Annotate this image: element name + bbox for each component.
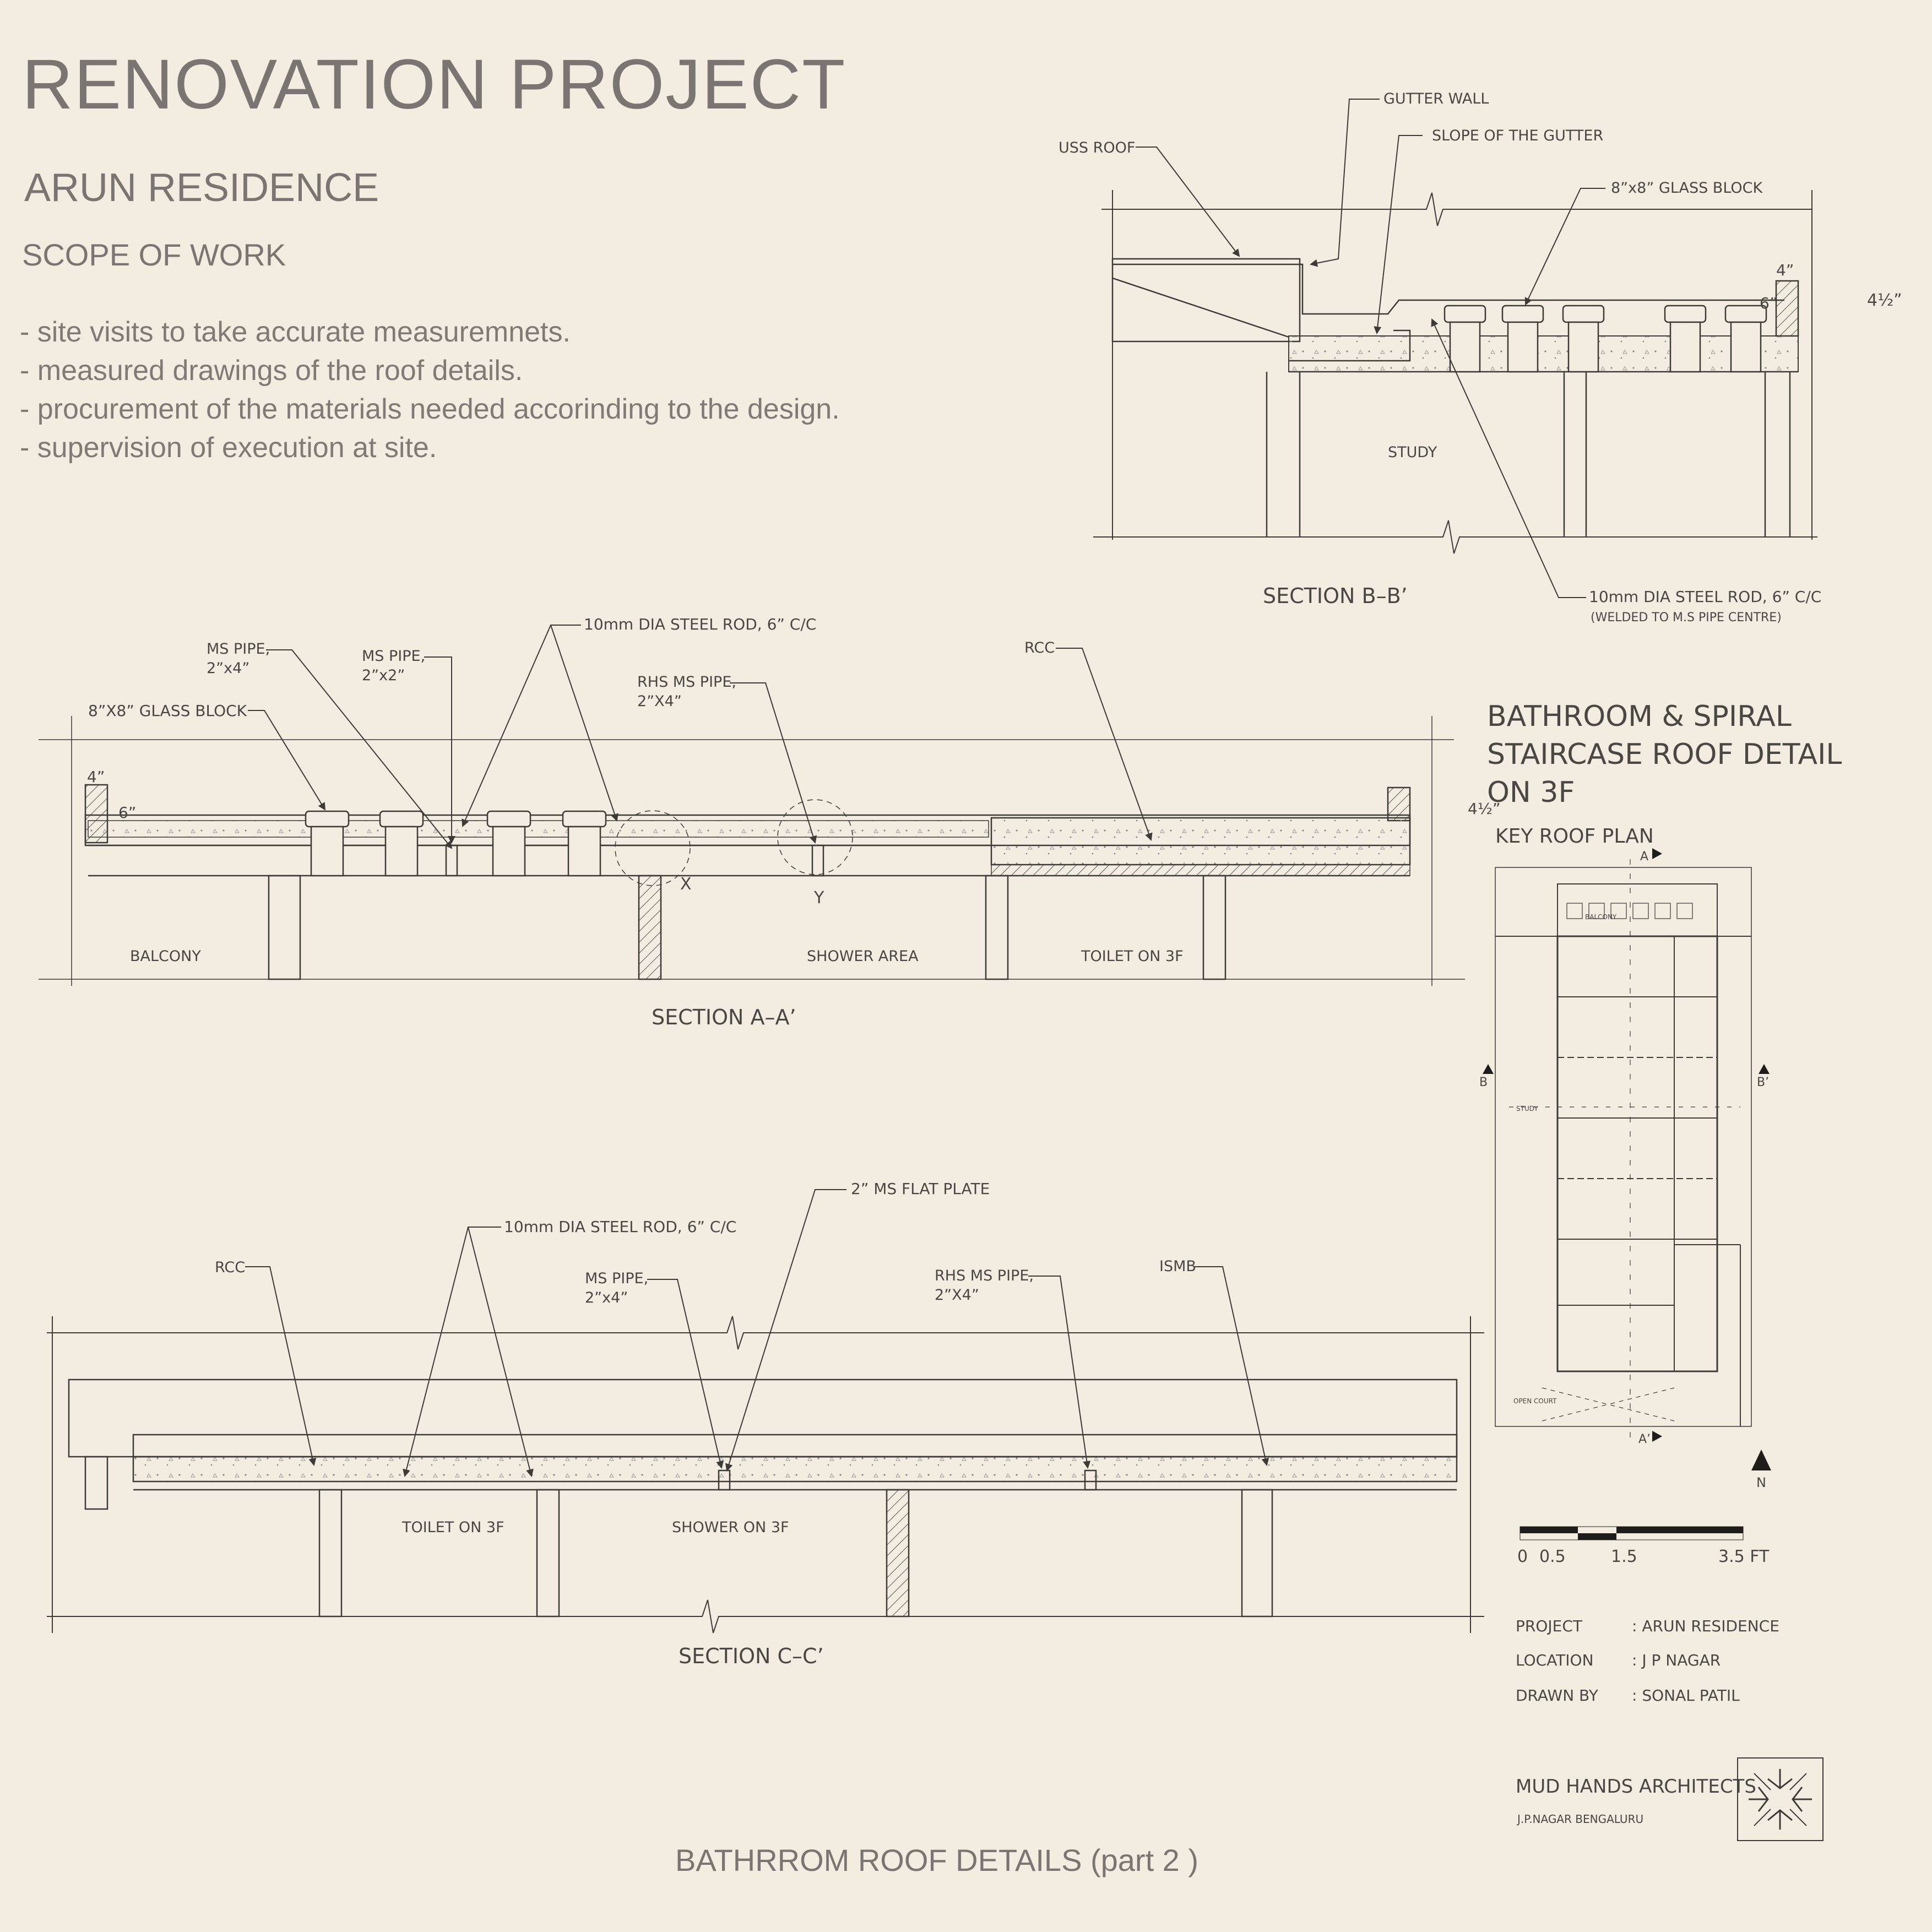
section-mark-a-prime: A’ — [1638, 1432, 1651, 1446]
plan-label-balcony: BALCONY — [1585, 913, 1617, 921]
firm-name: MUD HANDS ARCHITECTS — [1516, 1776, 1756, 1798]
firm-logo-icon — [1738, 1758, 1823, 1841]
label-room-balcony: BALCONY — [130, 948, 201, 965]
label-rcc-cc: RCC — [215, 1259, 246, 1276]
info-location-value: : J P NAGAR — [1632, 1651, 1721, 1669]
sheet-footer-title: BATHRROM ROOF DETAILS (part 2 ) — [675, 1843, 1199, 1877]
scale-tick-1-5: 1.5 — [1611, 1547, 1637, 1566]
key-plan-title: KEY ROOF PLAN — [1495, 825, 1654, 848]
label-ms-pipe-cc: MS PIPE, — [585, 1270, 649, 1287]
dim-4in-bb: 4” — [1776, 261, 1794, 279]
label-glass-block-bb: 8”x8” GLASS BLOCK — [1611, 180, 1763, 197]
section-aa-drawing — [39, 716, 1465, 986]
firm-address: J.P.NAGAR BENGALURU — [1517, 1812, 1644, 1826]
label-room-toilet-cc: TOILET ON 3F — [402, 1519, 504, 1536]
info-project-value: : ARUN RESIDENCE — [1632, 1617, 1779, 1635]
label-rhs-pipe-aa: RHS MS PIPE, — [637, 674, 736, 691]
scale-tick-0: 0 — [1517, 1547, 1528, 1566]
north-arrow-icon — [1751, 1450, 1771, 1470]
scale-bar — [1520, 1527, 1743, 1540]
scale-tick-0-5: 0.5 — [1539, 1547, 1566, 1566]
label-rhs-pipe-size-aa: 2”X4” — [637, 693, 682, 710]
scale-tick-3-5ft: 3.5 FT — [1718, 1547, 1770, 1566]
label-ms-pipe-2x4-aa: MS PIPE, — [207, 641, 270, 658]
detail-y-marker: Y — [814, 888, 824, 908]
label-room-study: STUDY — [1388, 444, 1437, 461]
detail-heading-line-3: ON 3F — [1487, 776, 1575, 809]
label-rhs-pipe-size-cc: 2”X4” — [935, 1287, 979, 1304]
dim-4in-aa: 4” — [87, 768, 105, 786]
label-steel-rod-aa: 10mm DIA STEEL ROD, 6” C/C — [584, 615, 817, 633]
label-steel-rod-bb: 10mm DIA STEEL ROD, 6” C/C — [1589, 588, 1822, 606]
dim-6in-aa: 6” — [118, 804, 137, 822]
section-mark-b-prime: B’ — [1757, 1076, 1770, 1089]
section-cc-title: SECTION C–C’ — [679, 1644, 824, 1668]
label-room-toilet-aa: TOILET ON 3F — [1081, 948, 1184, 965]
label-ms-pipe-2x2-size-aa: 2”x2” — [362, 667, 405, 684]
label-gutter-slope: SLOPE OF THE GUTTER — [1432, 127, 1604, 144]
label-room-shower-area: SHOWER AREA — [807, 948, 919, 965]
plan-label-open-court: OPEN COURT — [1513, 1397, 1557, 1405]
detail-heading-line-2: STAIRCASE ROOF DETAIL — [1487, 738, 1842, 771]
label-truss-roof: USS ROOF — [1059, 139, 1136, 156]
info-drawn-by-label: DRAWN BY — [1516, 1686, 1598, 1705]
key-roof-plan — [1495, 859, 1751, 1437]
north-label: N — [1756, 1475, 1766, 1490]
label-ismb-cc: ISMB — [1159, 1258, 1196, 1275]
detail-heading-line-1: BATHROOM & SPIRAL — [1487, 700, 1792, 733]
section-mark-b: B — [1479, 1076, 1488, 1089]
key-plan-section-arrows — [1483, 848, 1770, 1442]
dim-6in-bb: 6” — [1760, 294, 1778, 312]
scope-heading: SCOPE OF WORK — [22, 237, 286, 272]
dim-4half-aa: 4½” — [1468, 800, 1501, 818]
info-drawn-by-value: : SONAL PATIL — [1632, 1686, 1740, 1705]
label-rcc-aa: RCC — [1024, 639, 1055, 656]
scope-item: - site visits to take accurate measuremnets. — [20, 316, 571, 348]
label-rod-note-bb: (WELDED TO M.S PIPE CENTRE) — [1591, 611, 1782, 625]
detail-x-marker: X — [680, 875, 692, 894]
label-room-shower-cc: SHOWER ON 3F — [672, 1519, 789, 1536]
label-ms-pipe-2x2-aa: MS PIPE, — [362, 648, 426, 665]
label-ms-pipe-size-cc: 2”x4” — [585, 1289, 628, 1306]
dim-4half-bb: 4½” — [1867, 291, 1902, 310]
section-bb-title: SECTION B–B’ — [1263, 584, 1408, 608]
section-mark-a: A — [1640, 850, 1649, 864]
label-gutter-wall: GUTTER WALL — [1383, 90, 1489, 107]
label-flat-plate-cc: 2” MS FLAT PLATE — [851, 1180, 990, 1198]
scope-item: - procurement of the materials needed accorinding to the design. — [20, 393, 840, 425]
section-cc-drawing — [47, 1316, 1484, 1633]
label-steel-rod-cc: 10mm DIA STEEL ROD, 6” C/C — [504, 1218, 737, 1236]
info-location-label: LOCATION — [1516, 1651, 1594, 1669]
label-rhs-pipe-cc: RHS MS PIPE, — [935, 1267, 1034, 1284]
page-title: RENOVATION PROJECT — [22, 45, 846, 124]
section-aa-title: SECTION A–A’ — [652, 1005, 796, 1029]
scope-item: - supervision of execution at site. — [20, 432, 437, 464]
info-project-label: PROJECT — [1516, 1617, 1582, 1635]
plan-label-study: STUDY — [1516, 1105, 1538, 1112]
scope-item: - measured drawings of the roof details. — [20, 355, 523, 387]
project-subtitle: ARUN RESIDENCE — [24, 166, 379, 210]
label-ms-pipe-2x4-size-aa: 2”x4” — [207, 660, 250, 677]
label-glass-block-aa: 8”X8” GLASS BLOCK — [88, 702, 247, 720]
